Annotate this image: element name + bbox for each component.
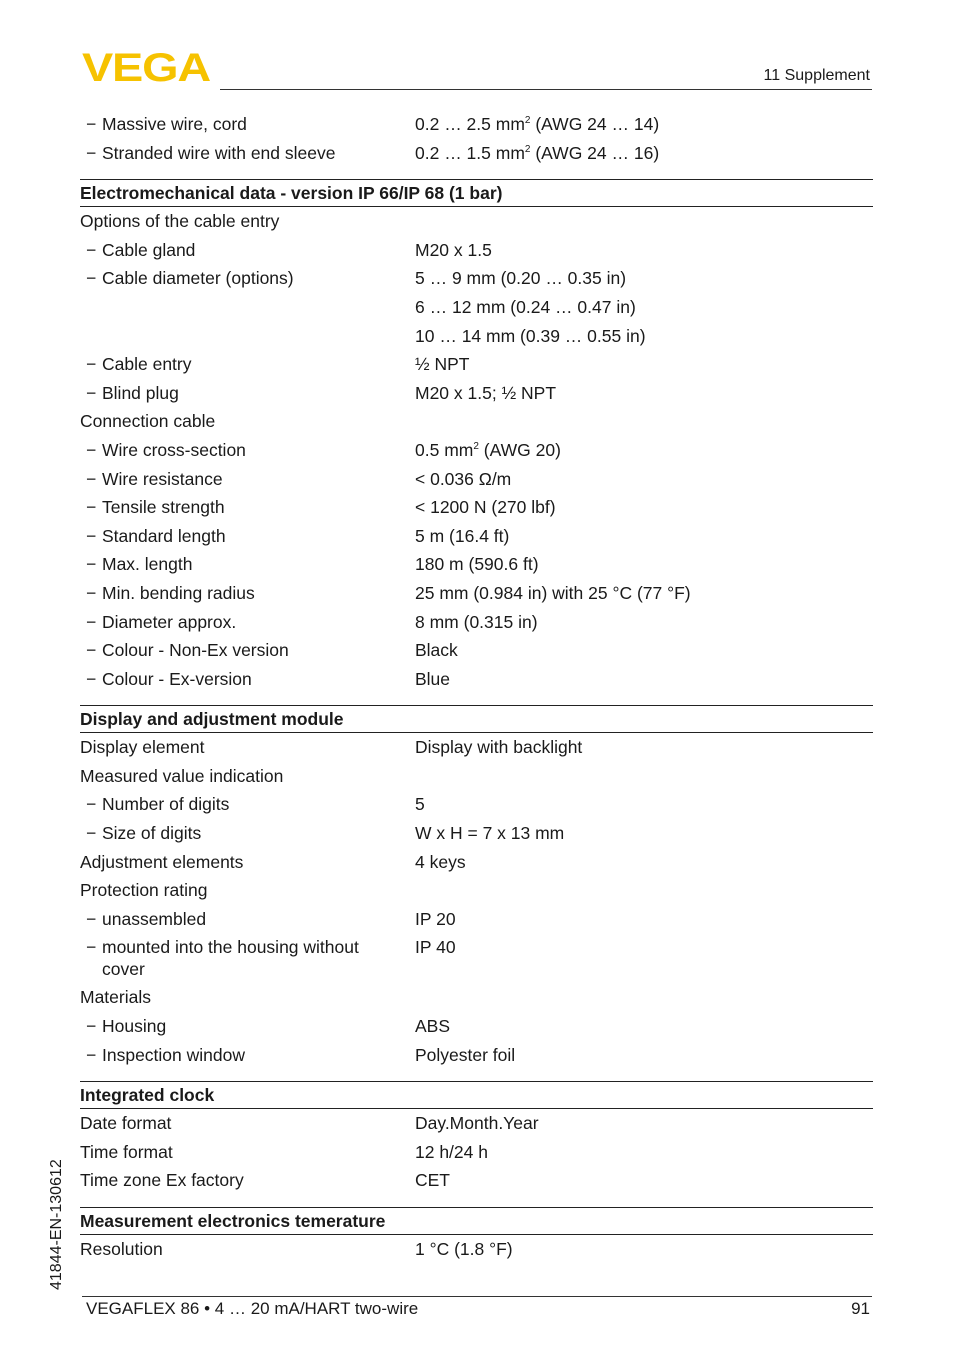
spec-row-max-length: − Max. length 180 m (590.6 ft): [86, 554, 539, 575]
spec-row-cable-diameter: − Cable diameter (options) 5 … 9 mm (0.20 … 0.35 in): [86, 268, 627, 289]
dash-marker: −: [86, 142, 97, 163]
spec-row-wire-cross-section: − Wire cross-section 0.5 $mm^2$ (AWG 20): [86, 439, 561, 460]
section-heading-temperature: Measurement electronics temerature: [80, 1207, 873, 1235]
spec-row-size-of-digits: − Size of digits W x H = 7 x 13 mm: [86, 823, 565, 844]
spec-row-display-element: Display element Display with backlight: [80, 737, 583, 758]
spec-row-unassembled: − unassembled IP 20: [86, 908, 456, 929]
spec-row-wire-resistance: − Wire resistance < 0.036 Ω/m: [86, 468, 512, 489]
spec-row-number-of-digits: − Number of digits 5: [86, 794, 425, 815]
spec-row-time-zone: Time zone Ex factory CET: [80, 1170, 450, 1191]
spec-group-label: Protection rating: [80, 880, 208, 901]
spec-row-adjustment-elements: Adjustment elements 4 keys: [80, 851, 466, 872]
spec-row-housing: − Housing ABS: [86, 1016, 451, 1037]
spec-group-label: Options of the cable entry: [80, 211, 280, 232]
svg-text:VEGA: VEGA: [82, 50, 211, 84]
spec-row-cable-gland: − Cable gland M20 x 1.5: [86, 239, 492, 260]
section-heading-clock: Integrated clock: [80, 1081, 873, 1109]
spec-row-time-format: Time format 12 h/24 h: [80, 1141, 488, 1162]
spec-row-cable-entry: − Cable entry ½ NPT: [86, 354, 470, 375]
header-rule: [220, 89, 872, 90]
spec-group-label: Materials: [80, 987, 151, 1008]
header-section-title: 11 Supplement: [763, 67, 870, 84]
spec-row-colour-ex: − Colour - Ex-version Blue: [86, 668, 451, 689]
spec-row-diameter: − Diameter approx. 8 mm (0.315 in): [86, 611, 538, 632]
spec-row-massive-wire: − Massive wire, cord 0.2 … 2.5 $mm^2$ (AWG 24 … 14): [80, 110, 873, 139]
spec-row-min-bending-radius: − Min. bending radius 25 mm (0.984 in) with 25 °C (77 °F): [86, 582, 691, 603]
section-heading-display: Display and adjustment module: [80, 705, 873, 733]
spec-row-cable-diameter-option: 10 … 14 mm (0.39 … 0.55 in): [415, 325, 646, 346]
spec-row-mounted: − mounted into the housing without cover IP 40: [86, 937, 456, 980]
spec-group-label: Connection cable: [80, 411, 216, 432]
spec-row-tensile-strength: − Tensile strength < 1200 N (270 lbf): [86, 497, 556, 518]
vega-logo: [82, 50, 212, 84]
spec-row-colour-non-ex: − Colour - Non-Ex version Black: [86, 640, 458, 661]
footer-title: VEGAFLEX 86 • 4 … 20 mA/HART two-wire: [86, 1299, 419, 1318]
spec-group-label: Measured value indication: [80, 765, 284, 786]
footer-rule: [82, 1296, 872, 1297]
spec-row-date-format: Date format Day.Month.Year: [80, 1113, 539, 1134]
spec-row-resolution: Resolution 1 °C (1.8 °F): [80, 1239, 513, 1259]
dash-marker: −: [86, 114, 97, 134]
page-number: 91: [851, 1299, 870, 1318]
spec-row-stranded-wire: − Stranded wire with end sleeve 0.2 … 1.5 $mm^2$ (AWG 24 … 16): [80, 139, 873, 168]
spec-row-blind-plug: − Blind plug M20 x 1.5; ½ NPT: [86, 382, 557, 403]
spec-row-inspection-window: − Inspection window Polyester foil: [86, 1044, 516, 1065]
document-code: 41844-EN-130612: [48, 1159, 65, 1290]
spec-table: [80, 110, 873, 1264]
spec-row-standard-length: − Standard length 5 m (16.4 ft): [86, 525, 510, 546]
section-heading-electromechanical: Electromechanical data - version IP 66/IP 68 (1 bar): [80, 179, 873, 207]
spec-row-cable-diameter-option: 6 … 12 mm (0.24 … 0.47 in): [415, 296, 636, 317]
